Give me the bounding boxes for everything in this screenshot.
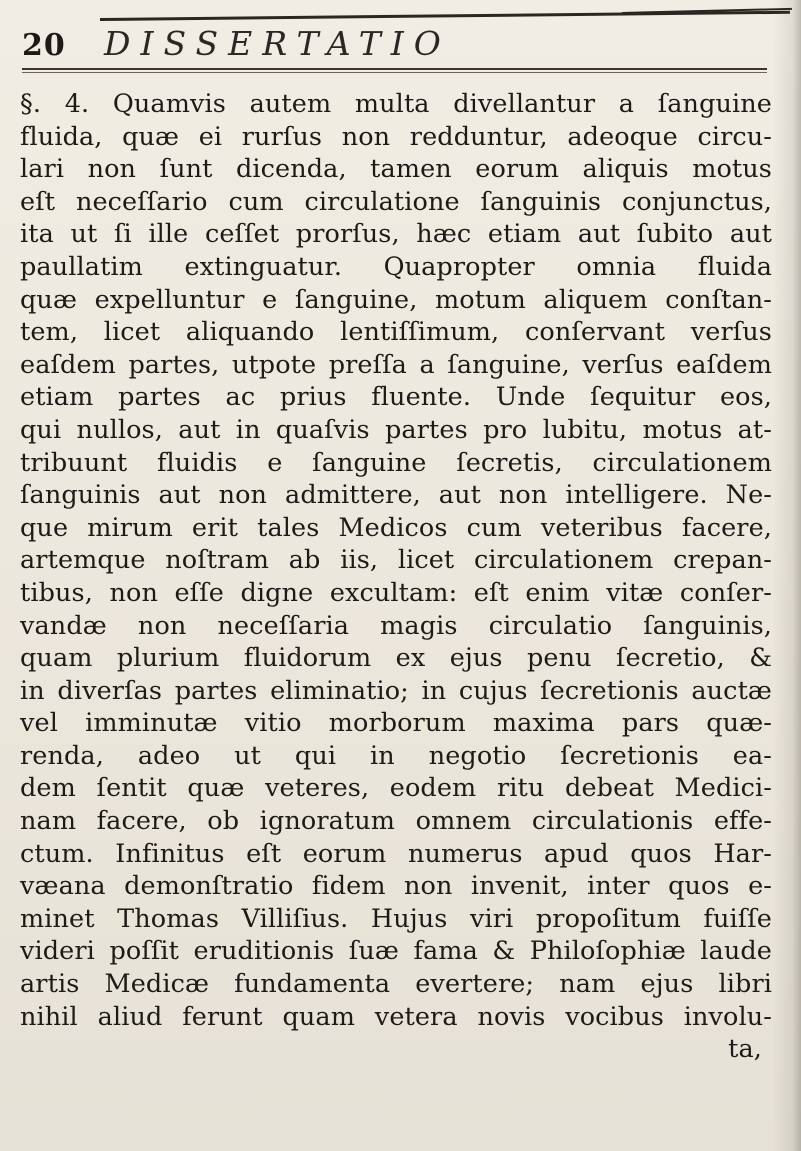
- text-line: eſt neceſſario cum circulatione ſanguinis conjunctus,: [20, 186, 772, 217]
- text-line: minet Thomas Villiſius. Hujus viri propoſitum fuiſſe: [20, 903, 772, 934]
- text-line: eaſdem partes, utpote preſſa a ſanguine, verſus eaſdem: [20, 349, 772, 380]
- text-line: tem, licet aliquando lentiſſimum, conſervant verſus: [20, 317, 772, 348]
- text-line: væana demonſtratio fidem non invenit, inter quos e-: [20, 871, 772, 902]
- text-line: paullatim extinguatur. Quapropter omnia fluida: [20, 251, 772, 282]
- text-line: tibus, non eſſe digne excultam: eſt enim vitæ conſer-: [20, 577, 772, 608]
- text-line: ſanguinis aut non admittere, aut non intelligere. Ne-: [20, 480, 772, 511]
- text-line: nihil aliud ferunt quam vetera novis vocibus involu-: [20, 1001, 772, 1032]
- text-line: vandæ non neceſſaria magis circulatio ſanguinis,: [20, 610, 772, 641]
- text-line: §. 4. Quamvis autem multa divellantur a ſanguine: [20, 89, 772, 119]
- text-line: ctum. Infinitus eſt eorum numerus apud quos Har-: [20, 838, 772, 869]
- page-edge-shadow: [773, 0, 801, 1151]
- running-head: DISSERTATIO: [104, 24, 451, 63]
- text-line: nam facere, ob ignoratum omnem circulationis effe-: [20, 806, 772, 837]
- page-number: 20: [22, 28, 66, 63]
- text-line: fluida, quæ ei rurſus non redduntur, adeoque circu-: [20, 121, 772, 152]
- text-line: artemque noſtram ab iis, licet circulationem crepan-: [20, 545, 772, 576]
- text-line: lari non ſunt dicenda, tamen eorum aliquis motus: [20, 154, 772, 185]
- text-line: tribuunt fluidis e ſanguine ſecretis, circulationem: [20, 447, 772, 478]
- text-line: qui nullos, aut in quaſvis partes pro lubitu, motus at-: [20, 414, 772, 445]
- text-line: in diverſas partes eliminatio; in cujus ſecretionis auctæ: [20, 675, 772, 706]
- text-line: ita ut ſi ille ceſſet prorſus, hæc etiam aut ſubito aut: [20, 219, 772, 250]
- body-text: [20, 88, 772, 1066]
- text-line: artis Medicæ fundamenta evertere; nam ejus libri: [20, 969, 772, 1000]
- header-rule: [22, 68, 767, 70]
- text-line: videri poſſit eruditionis ſuæ fama & Philoſophiæ laude: [20, 936, 772, 967]
- header-rule-thin: [22, 72, 767, 73]
- text-line: que mirum erit tales Medicos cum veteribus facere,: [20, 512, 772, 543]
- text-line: quæ expelluntur e ſanguine, motum aliquem conſtan-: [20, 284, 772, 315]
- text-line: vel imminutæ vitio morborum maxima pars quæ-: [20, 708, 772, 739]
- text-line: quam plurium fluidorum ex ejus penu ſecretio, &: [20, 643, 772, 674]
- text-line: renda, adeo ut qui in negotio ſecretionis ea-: [20, 740, 772, 771]
- text-line: dem ſentit quæ veteres, eodem ritu debeat Medici-: [20, 773, 772, 804]
- catchword: ta,: [728, 1034, 762, 1065]
- text-line: etiam partes ac prius fluente. Unde ſequitur eos,: [20, 382, 772, 413]
